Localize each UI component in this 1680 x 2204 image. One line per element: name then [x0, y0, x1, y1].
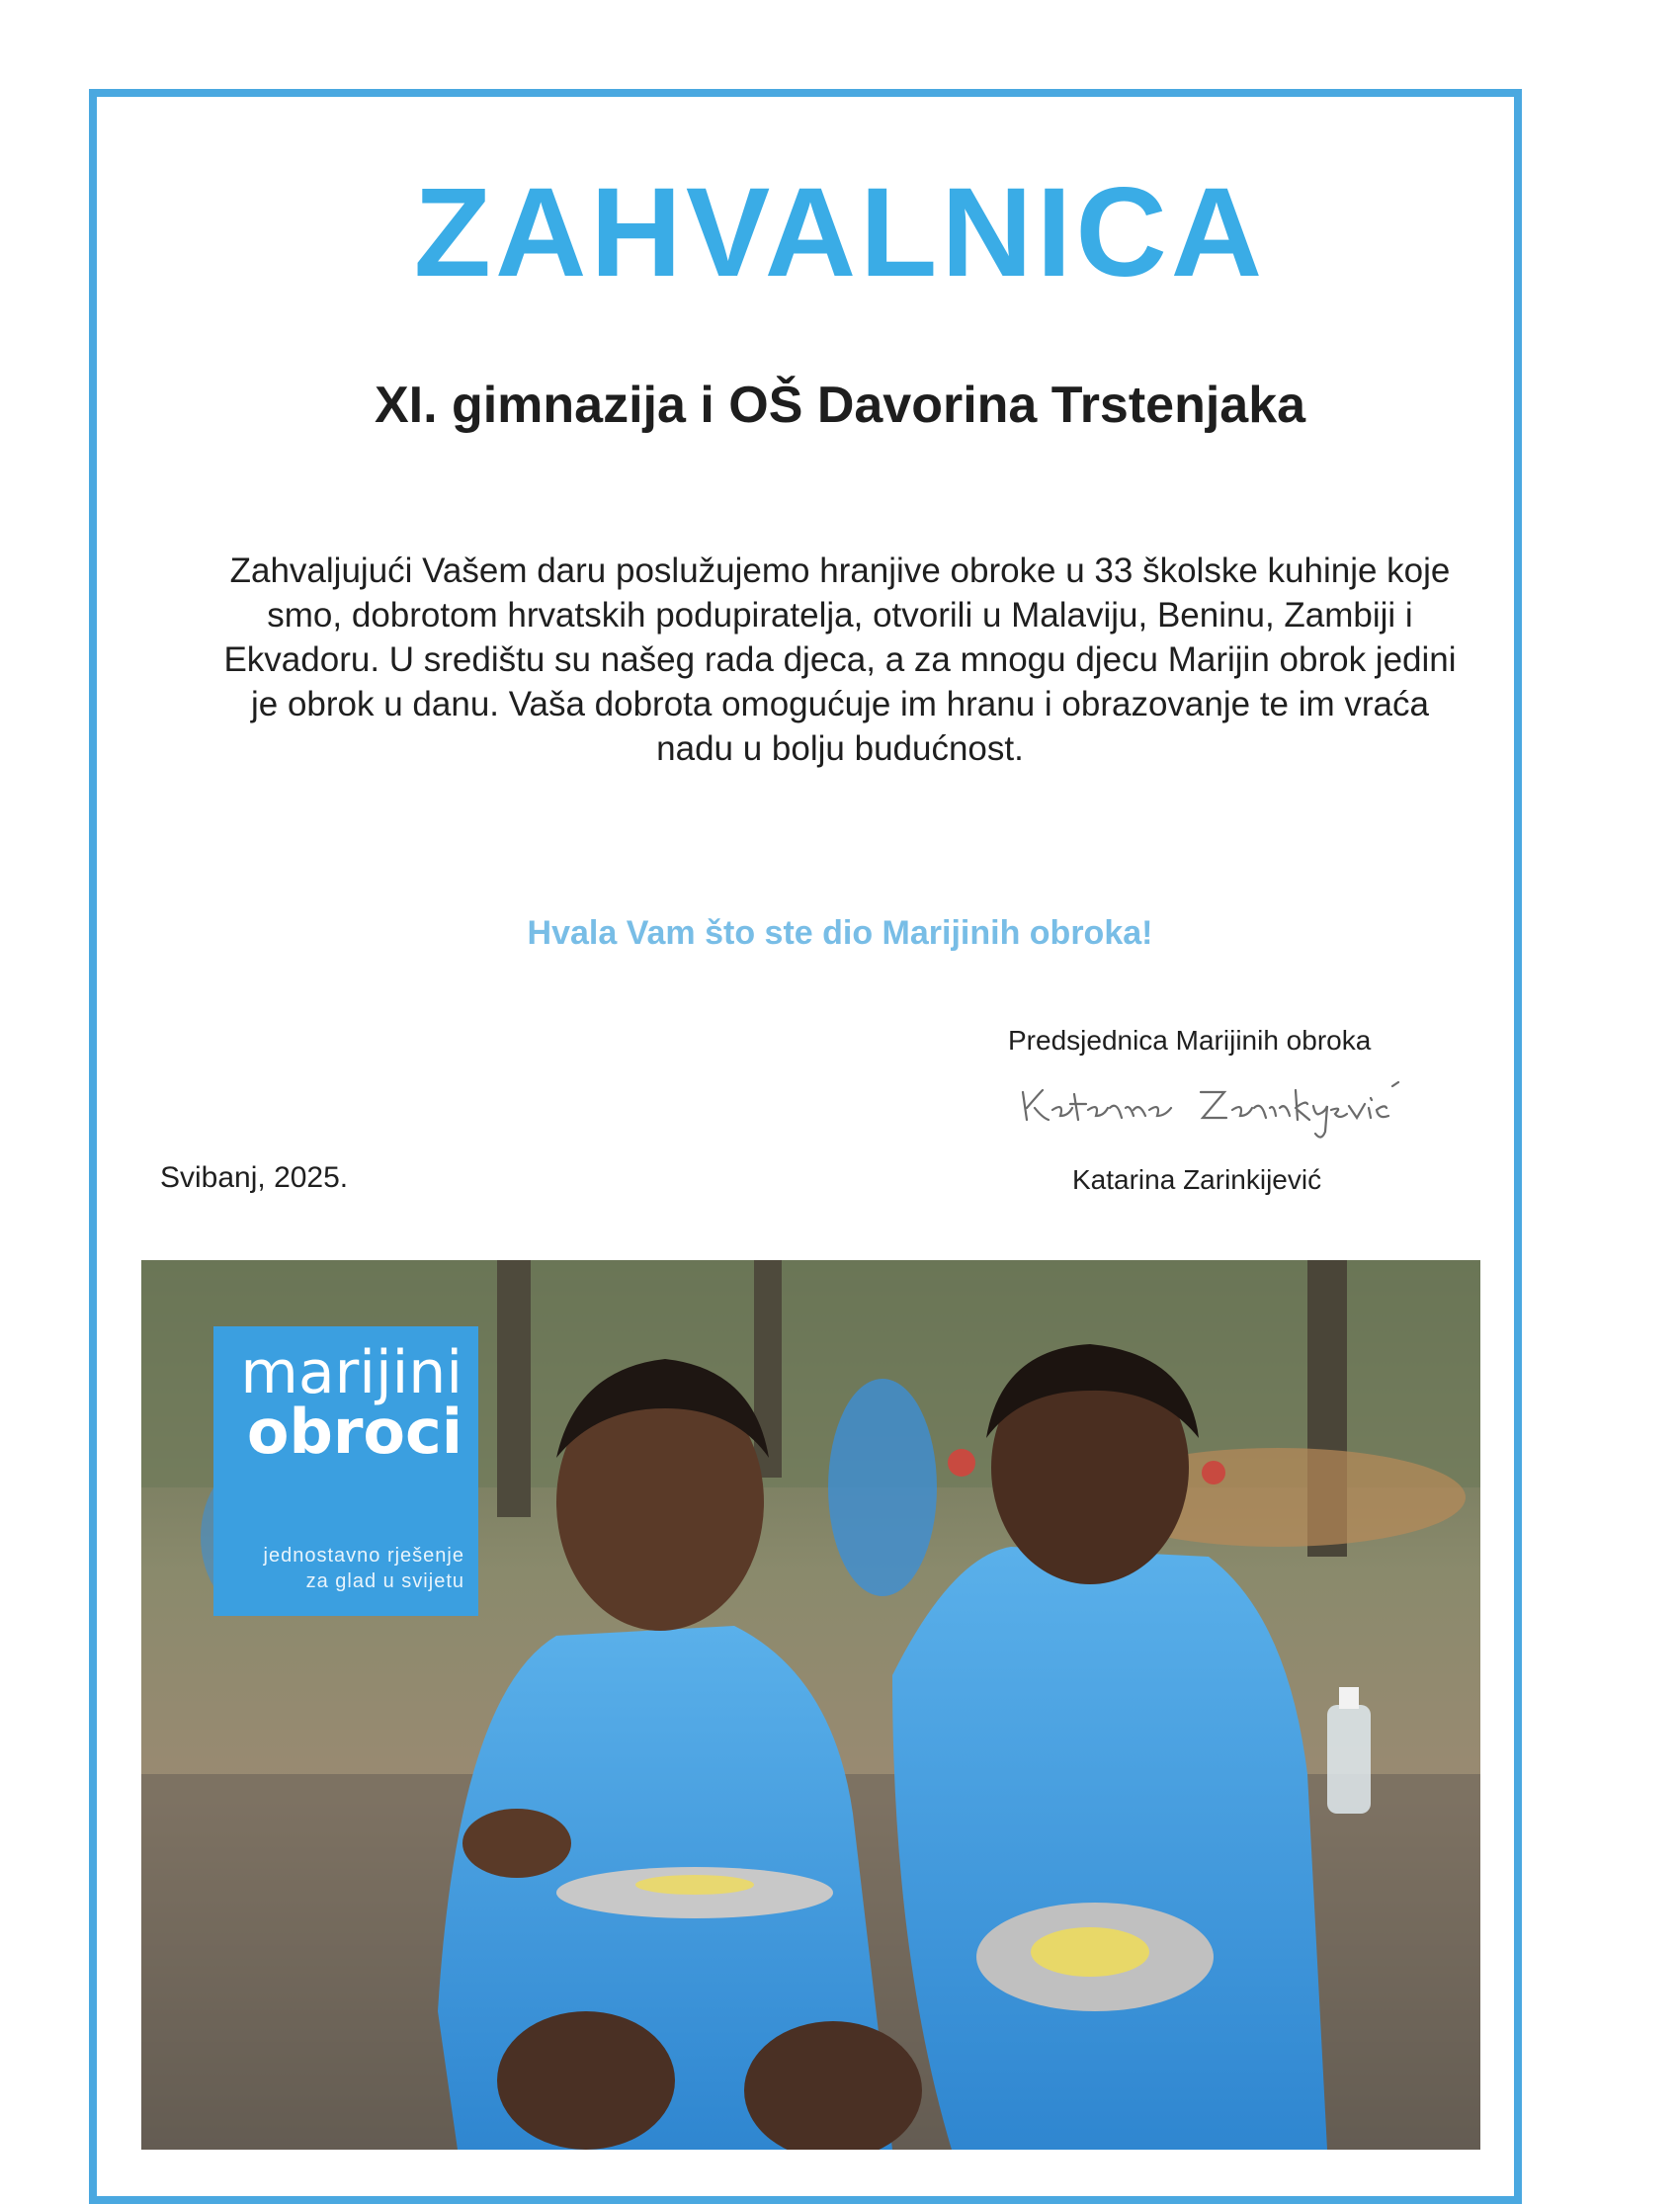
issue-date: Svibanj, 2025.	[160, 1161, 349, 1194]
children-photo	[141, 1260, 1480, 2150]
recipient-name: XI. gimnazija i OŠ Davorina Trstenjaka	[374, 377, 1306, 434]
thanks-line: Hvala Vam što ste dio Marijinih obroka!	[527, 914, 1153, 952]
certificate-title: ZAHVALNICA	[413, 162, 1267, 303]
handwritten-signature	[1013, 1072, 1428, 1151]
logo-line-1: marijini	[240, 1338, 462, 1407]
certificate-body-text: Zahvaljujući Vašem daru poslužujemo hranjive obroke u 33 školske kuhinje koje smo, dobrotom hrvatskih podupiratelja, otvorili u Malaviju, Beninu, Zambiji i Ekvadoru. U središtu su našeg rada djeca, a za mnogu djecu Marijin obrok jedini je obrok u danu. Vaša dobrota omogućuje im hranu i obrazovanje te im vraća nadu u bolju budućnost.	[223, 551, 1457, 768]
logo-line-2: obroci	[246, 1396, 462, 1468]
marijini-obroci-logo	[213, 1326, 478, 1616]
logo-tagline-2: za glad u svijetu	[305, 1570, 464, 1592]
signatory-title: Predsjednica Marijinih obroka	[1008, 1025, 1372, 1056]
signatory-name: Katarina Zarinkijević	[1072, 1164, 1322, 1195]
logo-tagline	[233, 1543, 464, 1594]
logo-tagline-1: jednostavno rješenje	[263, 1545, 464, 1567]
